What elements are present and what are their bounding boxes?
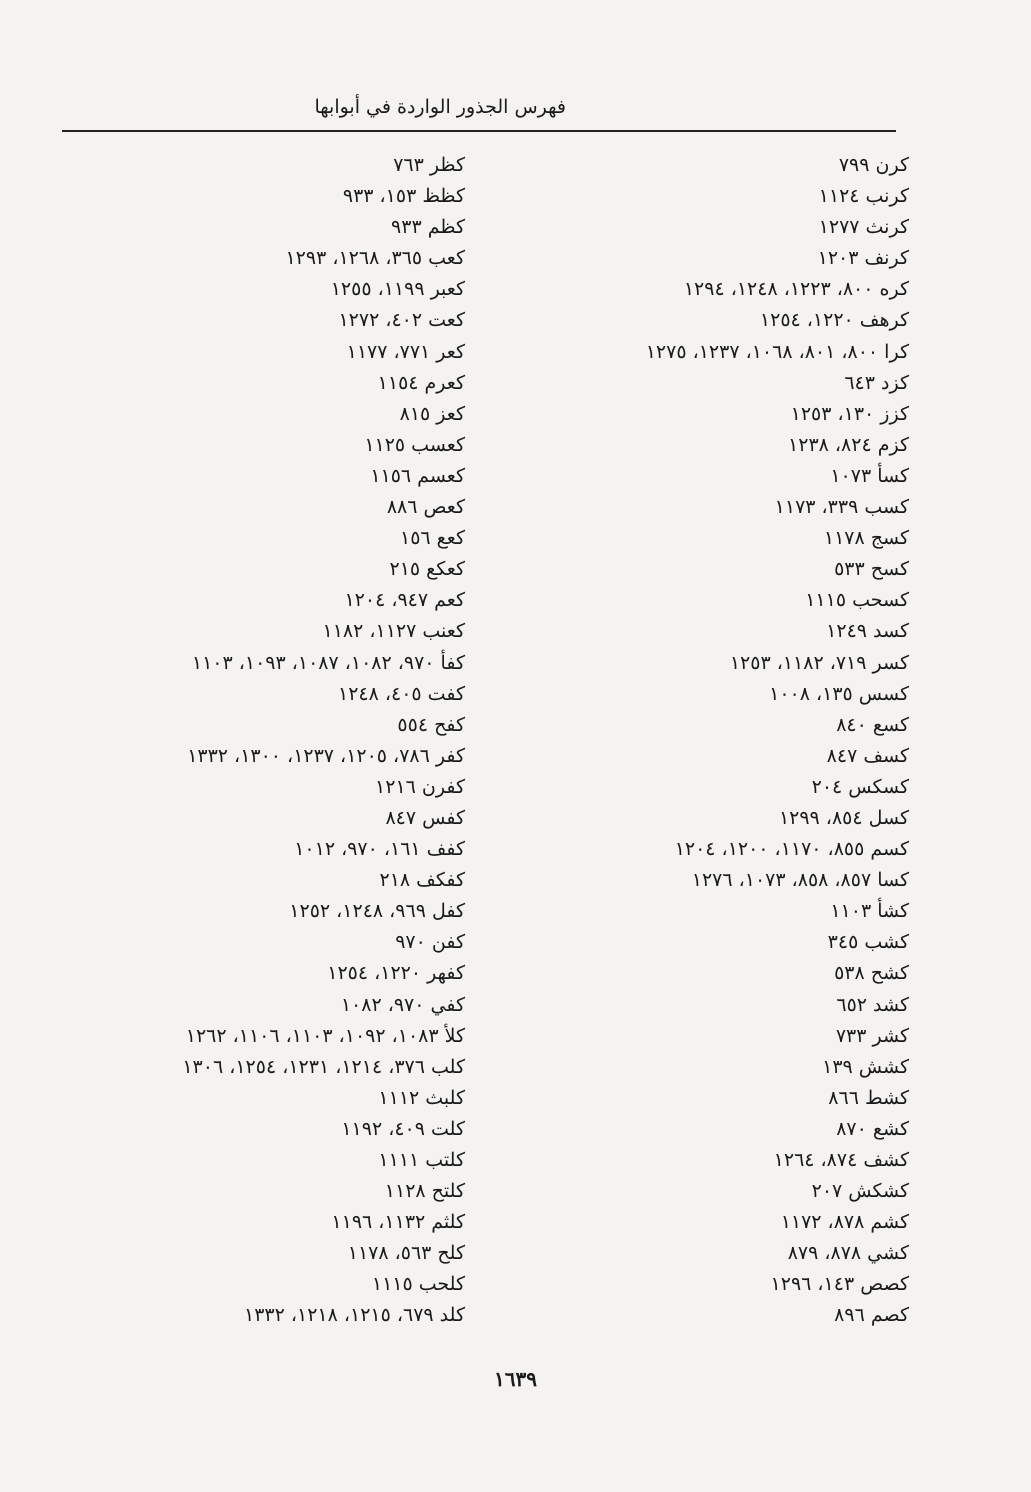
index-entry: كفرن ١٢١٦ [375, 775, 465, 798]
index-entry: كسج ١١٧٨ [823, 527, 909, 550]
index-entry: كشح ٥٣٨ [834, 962, 909, 985]
index-entry: كعص ٨٨٦ [386, 496, 465, 519]
index-entry: كره ٨٠٠، ١٢٢٣، ١٢٤٨، ١٢٩٤ [683, 278, 909, 301]
index-entry: كعسم ١١٥٦ [370, 464, 465, 487]
index-entry: كعرم ١١٥٤ [377, 371, 465, 394]
index-entry: كسف ٨٤٧ [826, 744, 909, 767]
index-entry: كفت ٤٠٥، ١٢٤٨ [338, 682, 465, 705]
index-entry: كرا ٨٠٠، ٨٠١، ١٠٦٨، ١٢٣٧، ١٢٧٥ [645, 340, 909, 363]
index-entry: كسد ١٢٤٩ [826, 620, 909, 643]
index-entry: كشي ٨٧٨، ٨٧٩ [787, 1242, 909, 1265]
index-entry: كزم ٨٢٤، ١٢٣٨ [788, 433, 909, 456]
index-entry: كفأ ٩٧٠، ١٠٨٢، ١٠٨٧، ١٠٩٣، ١١٠٣ [191, 651, 465, 674]
index-entry: كعع ١٥٦ [400, 527, 465, 550]
index-entry: كفل ٩٦٩، ١٢٤٨، ١٢٥٢ [289, 900, 465, 923]
index-entry: كشع ٨٧٠ [836, 1117, 909, 1140]
index-entry: كلد ٦٧٩، ١٢١٥، ١٢١٨، ١٣٣٢ [244, 1304, 465, 1327]
index-entry: كعكع ٢١٥ [389, 558, 465, 581]
index-entry: كلح ٥٦٣، ١١٧٨ [347, 1242, 465, 1265]
index-entry: كلت ٤٠٩، ١١٩٢ [341, 1117, 465, 1140]
index-entry: كسحب ١١١٥ [805, 589, 909, 612]
index-entry: كشف ٨٧٤، ١٢٦٤ [773, 1149, 909, 1171]
index-entry: كزد ٦٤٣ [844, 371, 909, 394]
index-entry: كلبث ١١١٢ [378, 1086, 465, 1109]
index-entry: كعنب ١١٢٧، ١١٨٢ [322, 620, 465, 643]
index-entry: كفف ١٦١، ٩٧٠، ١٠١٢ [294, 838, 465, 861]
index-entry: كعب ٣٦٥، ١٢٦٨، ١٢٩٣ [285, 247, 465, 270]
index-entry: كلتب ١١١١ [378, 1149, 465, 1171]
index-entry: كلأ ١٠٨٣، ١٠٩٢، ١١٠٣، ١١٠٦، ١٢٦٢ [185, 1024, 465, 1047]
index-entry: كظظ ١٥٣، ٩٣٣ [342, 185, 465, 208]
index-entry: كشط ٨٦٦ [828, 1086, 909, 1109]
index-entry: كلثم ١١٣٢، ١١٩٦ [331, 1211, 465, 1234]
index-column-left [85, 150, 465, 1332]
index-entry: كسا ٨٥٧، ٨٥٨، ١٠٧٣، ١٢٧٦ [691, 869, 909, 892]
index-entry: كصم ٨٩٦ [834, 1304, 909, 1327]
index-entry: كعبر ١١٩٩، ١٢٥٥ [330, 278, 465, 301]
index-entry: كفهر ١٢٢٠، ١٢٥٤ [327, 962, 465, 985]
index-entry: كفن ٩٧٠ [395, 931, 465, 954]
index-entry: كسس ١٣٥، ١٠٠٨ [769, 682, 909, 705]
index-entry: كسم ٨٥٥، ١١٧٠، ١٢٠٠، ١٢٠٤ [674, 838, 909, 861]
header-title: فهرس الجذور الواردة في أبوابها [314, 96, 566, 118]
index-entry: كفر ٧٨٦، ١٢٠٥، ١٢٣٧، ١٣٠٠، ١٣٣٢ [187, 744, 465, 767]
index-entry: كظم ٩٣٣ [391, 216, 465, 239]
index-entry: كرهف ١٢٢٠، ١٢٥٤ [759, 309, 909, 332]
index-entry: كعز ٨١٥ [399, 402, 465, 425]
index-entry: كلتح ١١٢٨ [384, 1180, 465, 1203]
index-entry: كفكف ٢١٨ [379, 869, 465, 892]
index-entry: كشم ٨٧٨، ١١٧٢ [780, 1211, 909, 1234]
index-entry: كشش ١٣٩ [822, 1055, 909, 1078]
index-entry: كزز ١٣٠، ١٢٥٣ [790, 402, 909, 425]
index-entry: كسع ٨٤٠ [836, 713, 909, 736]
index-entry: كلب ٣٧٦، ١٢١٤، ١٢٣١، ١٢٥٤، ١٣٠٦ [182, 1055, 465, 1078]
running-header [62, 92, 896, 132]
index-entry: كظر ٧٦٣ [393, 154, 465, 176]
index-entry: كرن ٧٩٩ [838, 154, 909, 176]
index-entry: كشأ ١١٠٣ [830, 900, 909, 923]
index-entry: كشب ٣٤٥ [827, 931, 909, 954]
index-entry: كفح ٥٥٤ [397, 713, 465, 736]
index-entry: كسأ ١٠٧٣ [830, 464, 909, 487]
index-entry: كعم ٩٤٧، ١٢٠٤ [344, 589, 465, 612]
index-entry: كفي ٩٧٠، ١٠٨٢ [340, 993, 465, 1016]
index-column-right [449, 150, 909, 1332]
index-entry: كرنب ١١٢٤ [818, 185, 909, 208]
index-entry: كسل ٨٥٤، ١٢٩٩ [778, 806, 909, 829]
index-entry: كلحب ١١١٥ [371, 1273, 465, 1296]
index-entry: كسح ٥٣٣ [834, 558, 909, 581]
index-entry: كرنث ١٢٧٧ [818, 216, 909, 239]
index-entry: كعر ٧٧١، ١١٧٧ [346, 340, 465, 363]
index-entry: كشد ٦٥٢ [836, 993, 909, 1016]
index-entry: كسر ٧١٩، ١١٨٢، ١٢٥٣ [729, 651, 909, 674]
index-entry: كشكش ٢٠٧ [811, 1180, 909, 1203]
index-entry: كسب ٣٣٩، ١١٧٣ [774, 496, 909, 519]
page-number: ١٦٣٩ [494, 1367, 537, 1391]
index-entry: كرنف ١٢٠٣ [817, 247, 909, 270]
index-entry: كصص ١٤٣، ١٢٩٦ [770, 1273, 909, 1296]
index-entry: كفس ٨٤٧ [385, 806, 465, 829]
index-entry: كعت ٤٠٢، ١٢٧٢ [338, 309, 465, 332]
index-entry: كسكس ٢٠٤ [811, 775, 909, 798]
index-entry: كشر ٧٣٣ [835, 1024, 909, 1047]
index-entry: كعسب ١١٢٥ [364, 433, 465, 456]
